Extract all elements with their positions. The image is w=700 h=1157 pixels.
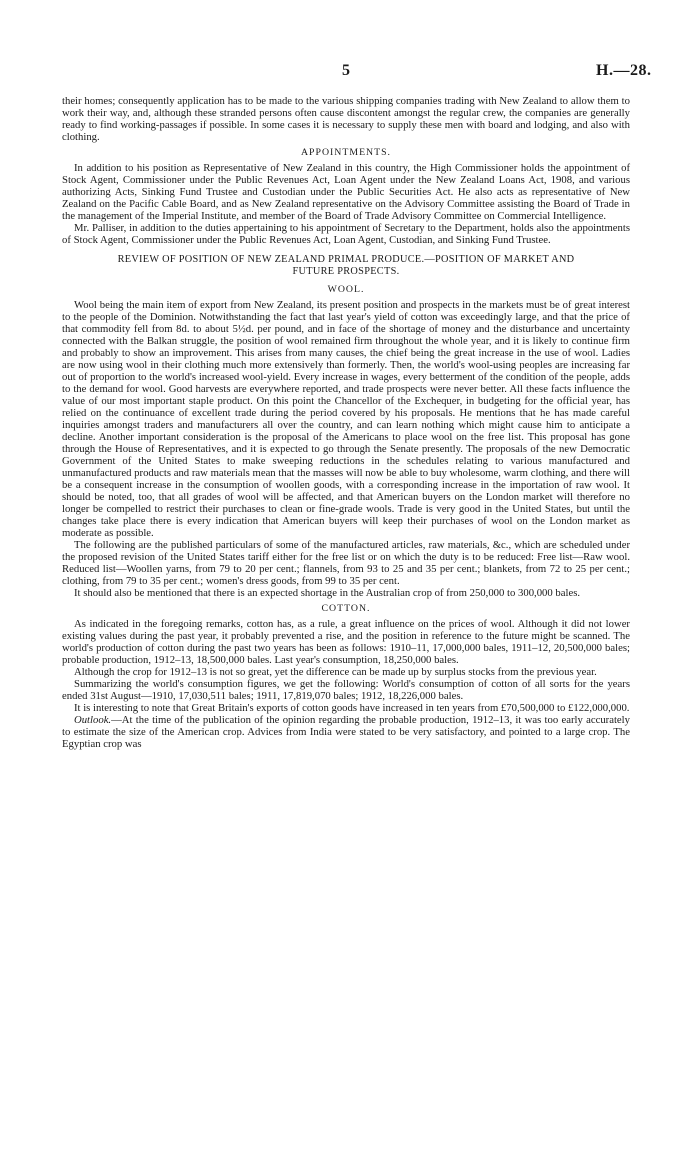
- document-body: [62, 95, 630, 750]
- appointments-paragraph: Mr. Palliser, in addition to the duties appertaining to his appointment of Secretary to the Department, holds also the appointments of Stock Agent, Commissioner under the Public Revenues Act, Loan Agent, Custodian, and Sinking Fund Trustee.: [62, 222, 630, 246]
- wool-heading: WOOL.: [327, 284, 365, 295]
- intro-paragraph: their homes; consequently application has to be made to the various shipping companies trading with New Zealand to allow them to work their way, and, although these stranded persons often cause discontent amongst the regular crew, the companies are generally ready to find working-passages if possible. In some cases it is necessary to supply these men with board and lodging, and also with clothing.: [62, 95, 630, 143]
- cotton-paragraph: It is interesting to note that Great Britain's exports of cotton goods have increased in ten years from £70,500,000 to £122,000,000.: [74, 702, 630, 714]
- outlook-paragraph: [62, 714, 630, 750]
- cotton-paragraph: Although the crop for 1912–13 is not so great, yet the difference can be made up by surplus stocks from the previous year.: [74, 666, 597, 678]
- cotton-paragraph: As indicated in the foregoing remarks, cotton has, as a rule, a great influence on the prices of wool. Although it did not lower existing values during the past year, it probably prevented a rise, and the position in reference to the future might be scanned. The world's production of cotton during the past two years has been as follows: 1910–11, 17,000,000 bales, 1911–12, 20,500,000 bales; probable production, 1912–13, 18,500,000 bales. Last year's consumption, 18,250,000 bales.: [62, 618, 630, 666]
- review-title-line: REVIEW OF POSITION OF NEW ZEALAND PRIMAL PRODUCE.—POSITION OF MARKET AND: [117, 254, 575, 265]
- document-reference: H.—28.: [596, 62, 652, 79]
- appointments-paragraph: In addition to his position as Representative of New Zealand in this country, the High Commissioner holds the appointment of Stock Agent, Commissioner under the Public Revenues Act, Loan Agent under the New Zealand Loans Act, 1908, and various authorizing Acts, Sinking Fund Trustee and Custodian under the Public Securities Act. He also acts as representative of New Zealand on the Pacific Cable Board, and as New Zealand representative on the Advisory Committee assisting the Board of Trade in the management of the Imperial Institute, and member of the Board of Trade Advisory Committee on Commercial Intelligence.: [62, 162, 630, 222]
- appointments-heading: APPOINTMENTS.: [300, 147, 392, 158]
- cotton-paragraph: Summarizing the world's consumption figures, we get the following: World's consumption of cotton of all sorts for the years ended 31st August—1910, 17,030,511 bales; 1911, 17,819,070 bales; 1912, 18,226,000 bales.: [62, 678, 630, 702]
- cotton-heading: COTTON.: [321, 603, 371, 614]
- page-number: 5: [342, 62, 350, 79]
- review-title-line: FUTURE PROSPECTS.: [292, 266, 400, 277]
- review-title: [62, 254, 630, 278]
- outlook-text: —At the time of the publication of the opinion regarding the probable production, 1912–13, it was too early accurately to estimate the size of the American crop. Advices from India were stated to be very satisfactory, and pointed to a large crop. The Egyptian crop was: [62, 714, 630, 750]
- wool-paragraph: The following are the published particulars of some of the manufactured articles, raw materials, &c., which are scheduled under the proposed revision of the United States tariff either for the free list or on which the duty is to be reduced: Free list—Raw wool. Reduced list—Woollen yarns, from 79 to 20 per cent.; flannels, from 93 to 25 and 35 per cent.; blankets, from 72 to 25 per cent.; clothing, from 79 to 35 per cent.; women's dress goods, from 99 to 35 per cent.: [62, 539, 630, 587]
- wool-paragraph: It should also be mentioned that there is an expected shortage in the Australian crop of from 250,000 to 300,000 bales.: [74, 587, 581, 599]
- outlook-label: Outlook.: [74, 714, 112, 726]
- wool-paragraph: Wool being the main item of export from New Zealand, its present position and prospects in the markets must be of great interest to the people of the Dominion. Notwithstanding the fact that last year's yield of cotton was exceedingly large, and that the price of that commodity fell from 8d. to about 5½d. per pound, and in face of the shortage of money and the disturbance and uncertainty connected with the Balkan struggle, the position of wool remained firm throughout the whole year, and it is likely to continue firm and probably to show an improvement. This arises from many causes, the chief being the great increase in the use of wool. Ladies are now using wool in their clothing much more extensively than formerly. Then, the world's wool-using peoples are increasing far out of proportion to the world's increased wool-yield. Every increase in wages, every betterment of the condition of the people, adds to the demand for wool. Good harvests are everywhere reported, and trade prospects were never better. All these facts influence the value of our most important staple product. On this point the Chancellor of the Exchequer, in budgeting for the official year, has relied on the continuance of excellent trade during the period covered by his proposals. He mentions that he has made careful inquiries amongst traders and manufacturers all over the country, and can learn nothing which might cause him to anticipate a decline. Another important consideration is the proposal of the Americans to place wool on the free list. This proposal has gone through the House of Representatives, and it is expected to go through the Senate presently. The proposals of the new Democratic Government of the United States to make sweeping reductions in the schedules relating to various manufactured and unmanufactured products and raw materials mean that the masses will now be able to buy wholesome, warm clothing, and there will be a consequent increase in the consumption of woollen goods, with a corresponding increase in the importation of raw wool. It should be noted, too, that all grades of wool will be affected, and that American buyers on the London market will therefore no longer be compelled to restrict their purchases to clean or fine-grade wools. Trade is very good in the United States, but until the changes take place there is every indication that American buyers will keep their purchases of wool on the London market as moderate as possible.: [62, 299, 630, 539]
- page-header: [0, 62, 700, 84]
